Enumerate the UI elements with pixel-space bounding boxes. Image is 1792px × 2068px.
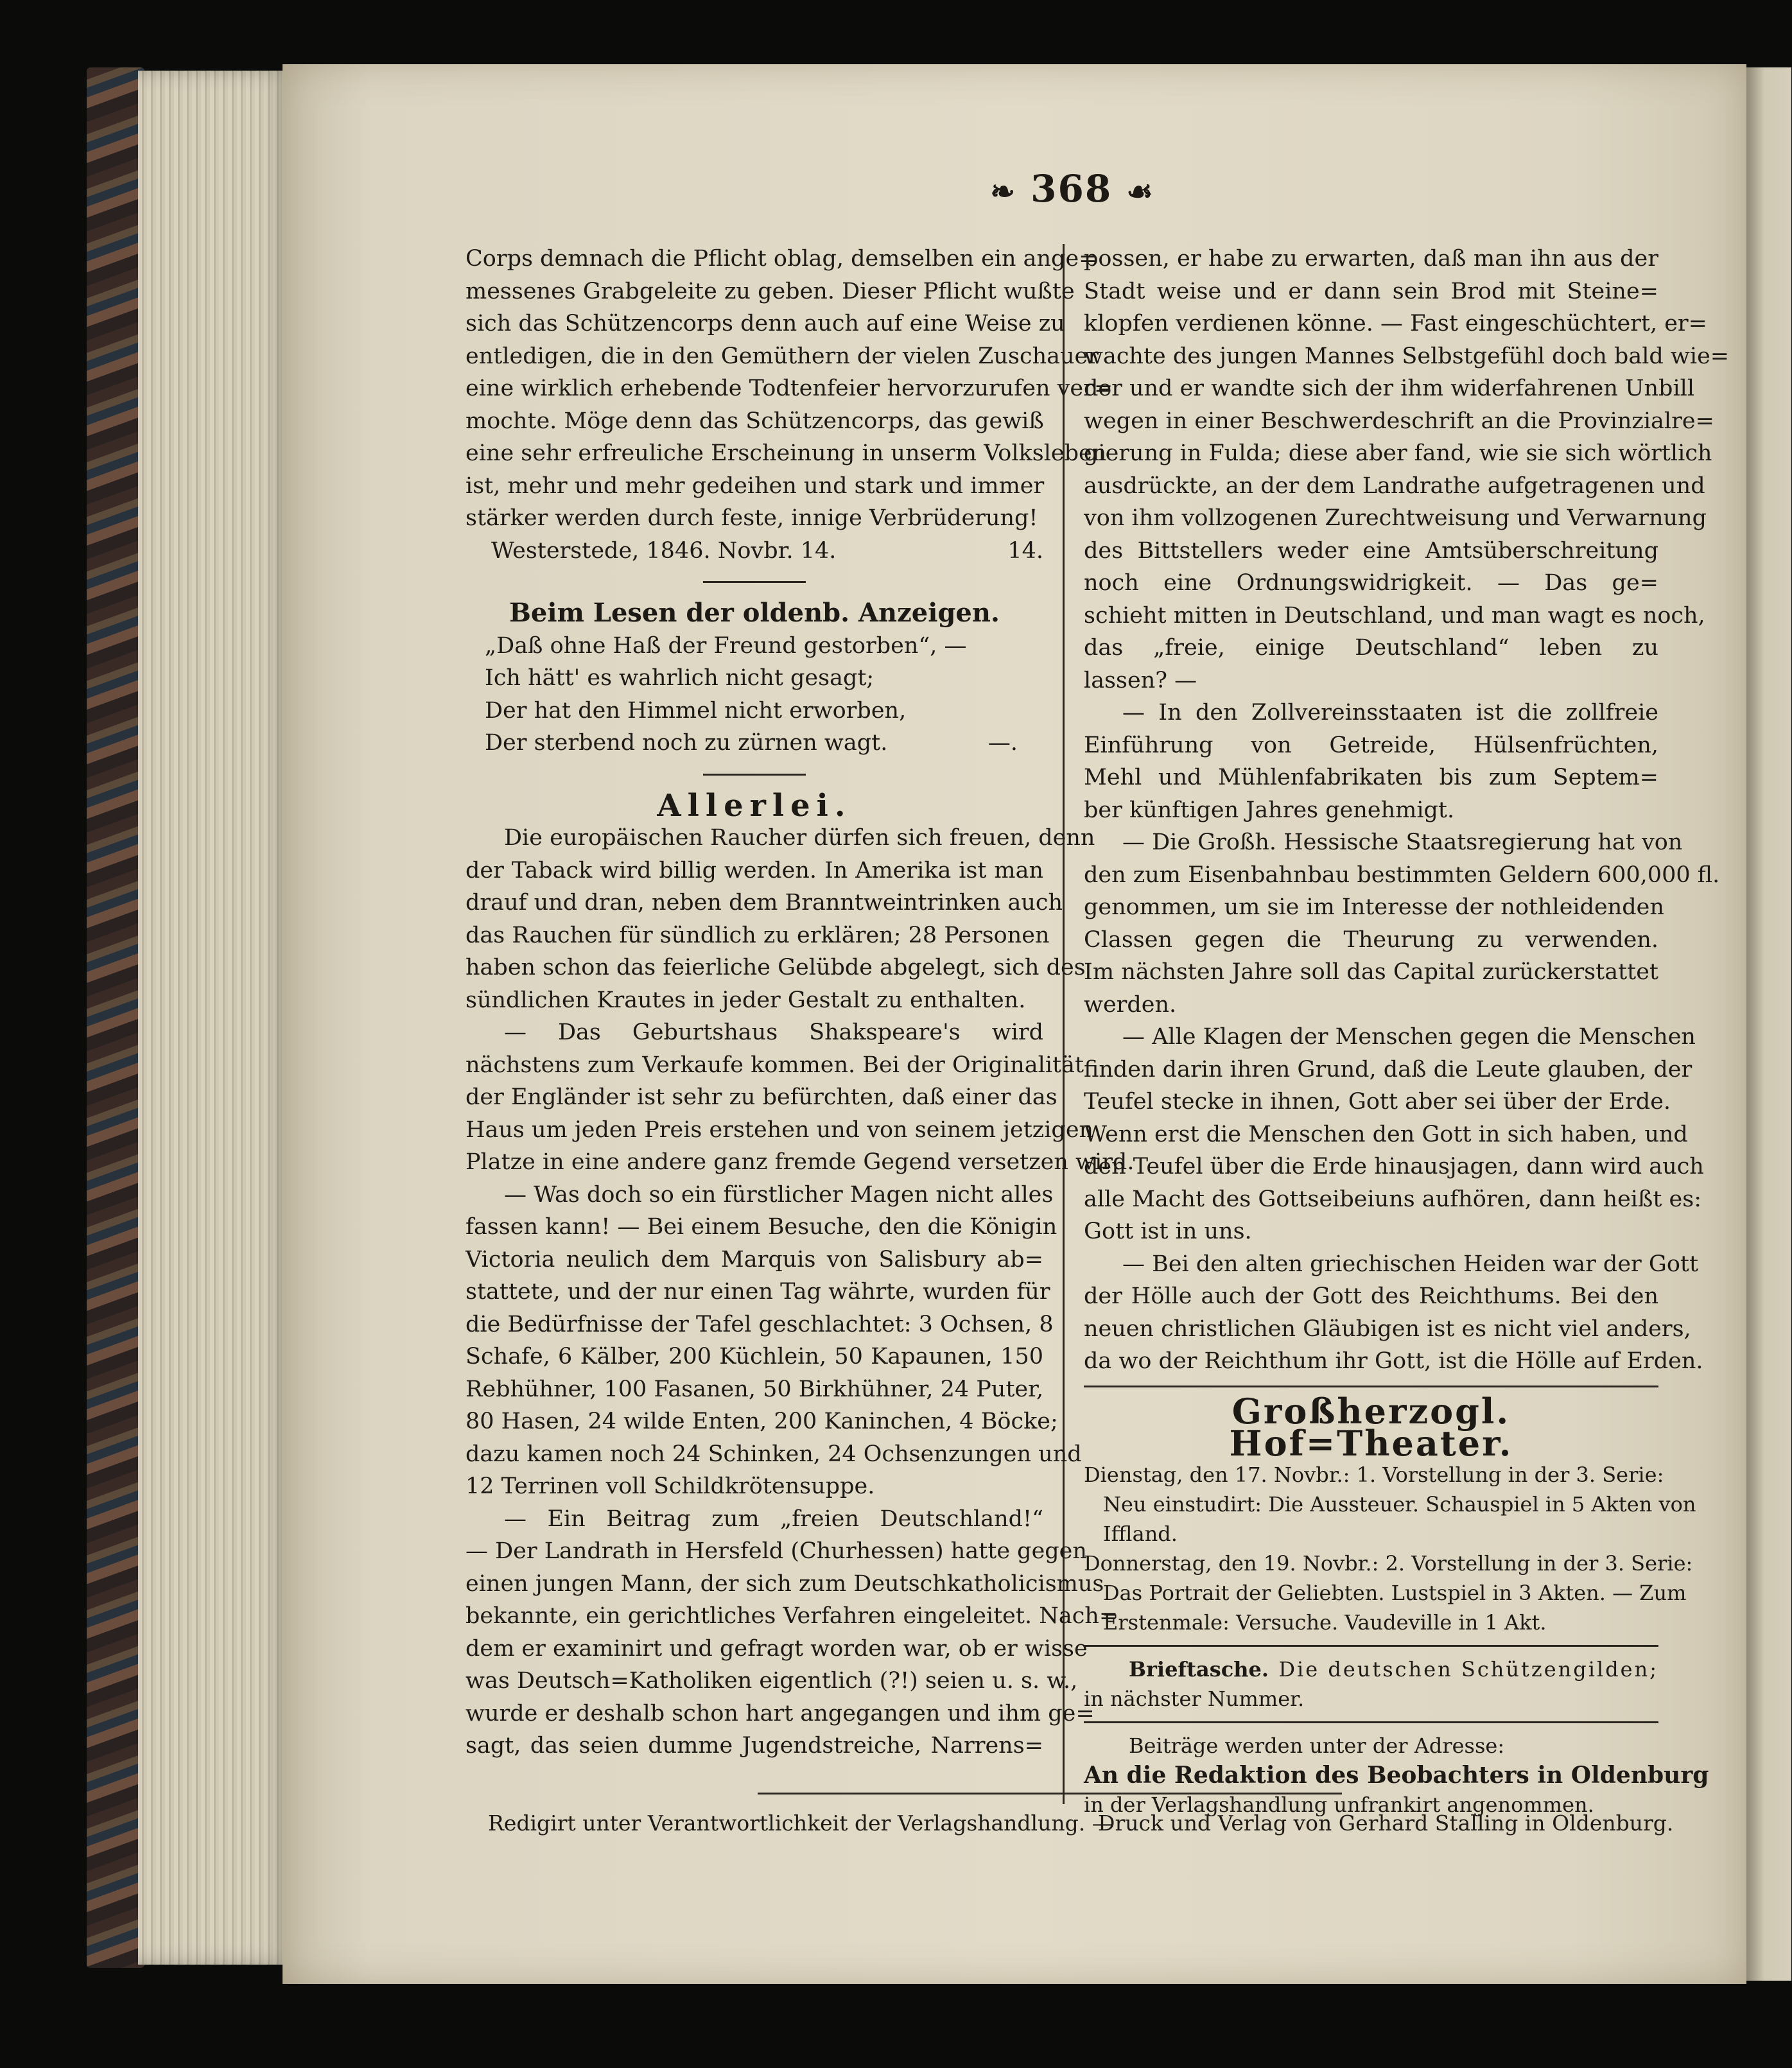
brieftasche — [1084, 1655, 1658, 1714]
text-line: eine sehr erfreuliche Erscheinung in unserm Volksleben — [465, 440, 1107, 466]
article-hersfeld — [465, 1503, 1118, 1762]
text-line: haben schon das feierliche Gelübde abgelegt, sich des — [465, 955, 1086, 980]
footer-right: Druck und Verlag von Gerhard Stalling in Oldenburg. — [1098, 1811, 1674, 1836]
right-column — [1084, 243, 1730, 1820]
brieftasche-line — [1084, 1655, 1658, 1684]
text-line: fassen kann! — Bei einem Besuche, den die Königin — [465, 1214, 1057, 1240]
text-line: messenes Grabgeleite zu geben. Dieser Pflicht wußte — [465, 278, 1075, 304]
text-line: den Teufel über die Erde hinausjagen, dann wird auch — [1084, 1154, 1704, 1179]
text-line: wurde er deshalb schon hart angegangen und ihm ge= — [465, 1700, 1095, 1726]
text-line: noch eine Ordnungswidrigkeit. — Das ge= — [1084, 570, 1658, 596]
text-line: drauf und dran, neben dem Branntweintrinken auch — [465, 890, 1063, 916]
text-line: wegen in einer Beschwerdeschrift an die Provinzialre= — [1084, 408, 1714, 434]
text-line: wachte des jungen Mannes Selbstgefühl doch bald wie= — [1084, 343, 1730, 369]
text-line: was Deutsch=Katholiken eigentlich (?!) seien u. s. w., — [465, 1668, 1078, 1694]
section-divider — [1084, 1721, 1658, 1723]
text-line: der Taback wird billig werden. In Amerika ist man — [465, 857, 1043, 883]
page-number: 368 — [1031, 167, 1113, 211]
text-line: Victoria neulich dem Marquis von Salisbury ab= — [465, 1246, 1043, 1273]
text-line: Classen gegen die Theurung zu verwenden. — [1084, 926, 1658, 953]
text-line: sagt, das seien dumme Jugendstreiche, Narrens= — [465, 1733, 1043, 1759]
text-line: sich das Schützencorps denn auch auf eine Weise zu — [465, 311, 1065, 336]
text-line: Corps demnach die Pflicht oblag, demselben ein ange= — [465, 246, 1098, 272]
text-line: stärker werden durch feste, innige Verbrüderung! — [465, 505, 1038, 531]
poem-line: „Daß ohne Haß der Freund gestorben“, — — [485, 632, 967, 659]
text-line: stattete, und der nur einen Tag währte, wurden für — [465, 1279, 1050, 1305]
text-line: — Die Großh. Hessische Staatsregierung hat von — [1122, 830, 1683, 855]
text-line: von ihm vollzogenen Zurechtweisung und Verwarnung — [1084, 505, 1707, 531]
text-line: Gott ist in uns. — [1084, 1219, 1252, 1244]
text-line: alle Macht des Gottseibeiuns aufhören, dann heißt es: — [1084, 1186, 1702, 1212]
text-line: — Bei den alten griechischen Heiden war der Gott — [1122, 1251, 1699, 1277]
text-line: der und er wandte sich der ihm widerfahrenen Unbill — [1084, 376, 1695, 401]
poem-line: Ich hätt' es wahrlich nicht gesagt; — [485, 665, 874, 691]
poem-signature: —. — [987, 730, 1018, 756]
text-line: mochte. Möge denn das Schützencorps, das gewiß — [465, 408, 1044, 434]
text-line: bekannte, ein gerichtliches Verfahren eingeleitet. Nach= — [465, 1603, 1118, 1629]
text-line: eine wirklich erhebende Todtenfeier hervorzurufen ver= — [465, 376, 1113, 401]
article-feast — [465, 1179, 1082, 1503]
program-line: Neu einstudirt: Die Aussteuer. Schauspiel in 5 Akten von — [1103, 1491, 1696, 1516]
program-line: Erstenmale: Versuche. Vaudeville in 1 Akt. — [1103, 1610, 1547, 1635]
article-shakespeare — [465, 1016, 1135, 1179]
text-line: entledigen, die in den Gemüthern der vielen Zuschauer — [465, 343, 1099, 369]
article-klagen — [1084, 1021, 1704, 1248]
text-line: — In den Zollvereinsstaaten ist die zollfreie — [1122, 700, 1658, 726]
text-line: da wo der Reichthum ihr Gott, ist die Hölle auf Erden. — [1084, 1348, 1703, 1374]
column-divider — [1063, 244, 1065, 1804]
article-tobacco — [465, 822, 1095, 1016]
poem — [465, 630, 1043, 760]
article-hersfeld-continued — [1084, 243, 1730, 697]
text-line: einen jungen Mann, der sich zum Deutschkatholicismus — [465, 1570, 1104, 1597]
text-line: der Hölle auch der Gott des Reichthums. Bei den — [1084, 1283, 1658, 1309]
theater-title: Großherzogl. Hof=Theater. — [1229, 1390, 1513, 1464]
dateline — [465, 535, 1043, 568]
poem-line: Der sterbend noch zu zürnen wagt. — [485, 730, 888, 756]
notice-line: in der Verlagshandlung unfrankirt angenommen. — [1084, 1792, 1594, 1817]
program-line: Iffland. — [1103, 1521, 1178, 1546]
text-line: nächstens zum Verkaufe kommen. Bei der Originalität — [465, 1052, 1084, 1078]
text-line: neuen christlichen Gläubigen ist es nicht viel anders, — [1084, 1316, 1691, 1342]
notice-address: An die Redaktion des Beobachters in Oldenburg — [1084, 1761, 1709, 1789]
text-line: possen, er habe zu erwarten, daß man ihn aus der — [1084, 246, 1658, 272]
text-line: Schafe, 6 Kälber, 200 Küchlein, 50 Kapaunen, 150 — [465, 1344, 1043, 1369]
text-line: 80 Hasen, 24 wilde Enten, 200 Kaninchen, 4 Böcke; — [465, 1409, 1058, 1434]
right-ornament-icon: ☙ — [1126, 174, 1154, 209]
theater-program — [1084, 1460, 1696, 1637]
text-line: der Engländer ist sehr zu befürchten, daß einer das — [465, 1084, 1057, 1110]
book-cover-edge — [87, 67, 144, 1968]
footer-left: Redigirt unter Verantwortlichkeit der Verlagshandlung. — — [488, 1811, 1113, 1836]
text-line: Wenn erst die Menschen den Gott in sich haben, und — [1084, 1121, 1688, 1147]
text-line: genommen, um sie im Interesse der nothleidenden — [1084, 894, 1664, 920]
article-heiden — [1084, 1248, 1703, 1378]
article-zollverein — [1084, 697, 1658, 826]
text-line: 12 Terrinen voll Schildkrötensuppe. — [465, 1473, 875, 1499]
page-number-header — [905, 167, 1239, 211]
text-line: werden. — [1084, 991, 1177, 1018]
text-line: sündlichen Krautes in jeder Gestalt zu enthalten. — [465, 987, 1026, 1013]
text-line: den zum Eisenbahnbau bestimmten Geldern 600,000 fl. — [1084, 862, 1720, 888]
dateline-place: Westerstede, 1846. Novbr. 14. — [491, 537, 837, 564]
footer-divider — [758, 1793, 1342, 1794]
facing-page-edge — [1746, 67, 1791, 1981]
section-divider — [703, 581, 806, 583]
notice-line: Beiträge werden unter der Adresse: — [1129, 1733, 1505, 1758]
dateline-number: 14. — [1007, 537, 1043, 564]
text-line: Platze in eine andere ganz fremde Gegend versetzen wird. — [465, 1149, 1135, 1175]
text-line: ausdrückte, an der dem Landrathe aufgetragenen und — [1084, 473, 1705, 499]
article-hessen — [1084, 826, 1720, 1021]
poem-line: Der hat den Himmel nicht erworben, — [485, 697, 907, 724]
brieftasche-text: Die deutschen Schützengilden; — [1278, 1656, 1658, 1681]
left-column — [465, 243, 1135, 1762]
text-line: die Bedürfnisse der Tafel geschlachtet: 3 Ochsen, 8 — [465, 1311, 1054, 1337]
contribution-notice — [1084, 1731, 1709, 1820]
text-line: das Rauchen für sündlich zu erklären; 28 Personen — [465, 922, 1050, 948]
text-line: — Was doch so ein fürstlicher Magen nicht alles — [504, 1181, 1054, 1208]
poem-title: Beim Lesen der oldenb. Anzeigen. — [509, 598, 1000, 628]
article-continuation — [465, 243, 1113, 567]
section-divider — [703, 774, 806, 776]
section-divider — [1084, 1645, 1658, 1647]
text-line: Haus um jeden Preis erstehen und von seinem jetzigen — [465, 1117, 1094, 1143]
text-line: — Alle Klagen der Menschen gegen die Menschen — [1122, 1024, 1696, 1050]
text-line: — Der Landrath in Hersfeld (Churhessen) hatte gegen — [465, 1538, 1087, 1564]
brieftasche-text-2: in nächster Nummer. — [1084, 1686, 1305, 1711]
brieftasche-label: Brieftasche. — [1129, 1656, 1269, 1681]
text-line: Die europäischen Raucher dürfen sich freuen, denn — [504, 825, 1095, 851]
program-line: Dienstag, den 17. Novbr.: 1. Vorstellung in der 3. Serie: — [1084, 1462, 1664, 1487]
text-line: — Das Geburtshaus Shakspeare's wird — [504, 1020, 1043, 1045]
text-line: Teufel stecke in ihnen, Gott aber sei über der Erde. — [1084, 1089, 1671, 1115]
text-line: ist, mehr und mehr gedeihen und stark und immer — [465, 473, 1045, 499]
text-line: schieht mitten in Deutschland, und man wagt es noch, — [1084, 602, 1705, 629]
text-line: Im nächsten Jahre soll das Capital zurückerstattet — [1084, 959, 1658, 985]
text-line: gierung in Fulda; diese aber fand, wie sie sich wörtlich — [1084, 440, 1712, 466]
left-ornament-icon: ❧ — [990, 174, 1016, 209]
text-line: des Bittstellers weder eine Amtsüberschreitung — [1084, 537, 1658, 564]
text-line: das „freie, einige Deutschland“ leben zu — [1084, 635, 1658, 661]
page-stack-edge — [138, 71, 292, 1965]
text-line: lassen? — — [1084, 667, 1197, 693]
text-line: — Ein Beitrag zum „freien Deutschland!“ — [504, 1506, 1043, 1532]
section-divider — [1084, 1386, 1658, 1387]
section-title: Allerlei. — [657, 787, 852, 824]
poem-last-line — [485, 727, 1043, 760]
text-line: finden darin ihren Grund, daß die Leute glauben, der — [1084, 1056, 1692, 1082]
text-line: dem er examinirt und gefragt worden war, ob er wisse — [465, 1635, 1088, 1662]
text-line: dazu kamen noch 24 Schinken, 24 Ochsenzungen und — [465, 1441, 1082, 1467]
text-line: Stadt weise und er dann sein Brod mit Steine= — [1084, 278, 1658, 304]
program-line: Das Portrait der Geliebten. Lustspiel in 3 Akten. — Zum — [1103, 1580, 1687, 1605]
text-line: ber künftigen Jahres genehmigt. — [1084, 797, 1455, 823]
text-line: klopfen verdienen könne. — Fast eingeschüchtert, er= — [1084, 311, 1707, 336]
text-line: Einführung von Getreide, Hülsenfrüchten, — [1084, 732, 1658, 758]
program-line: Donnerstag, den 19. Novbr.: 2. Vorstellung in der 3. Serie: — [1084, 1551, 1693, 1576]
text-line: Rebhühner, 100 Fasanen, 50 Birkhühner, 24 Puter, — [465, 1376, 1044, 1402]
text-line: Mehl und Mühlenfabrikaten bis zum Septem= — [1084, 765, 1658, 790]
